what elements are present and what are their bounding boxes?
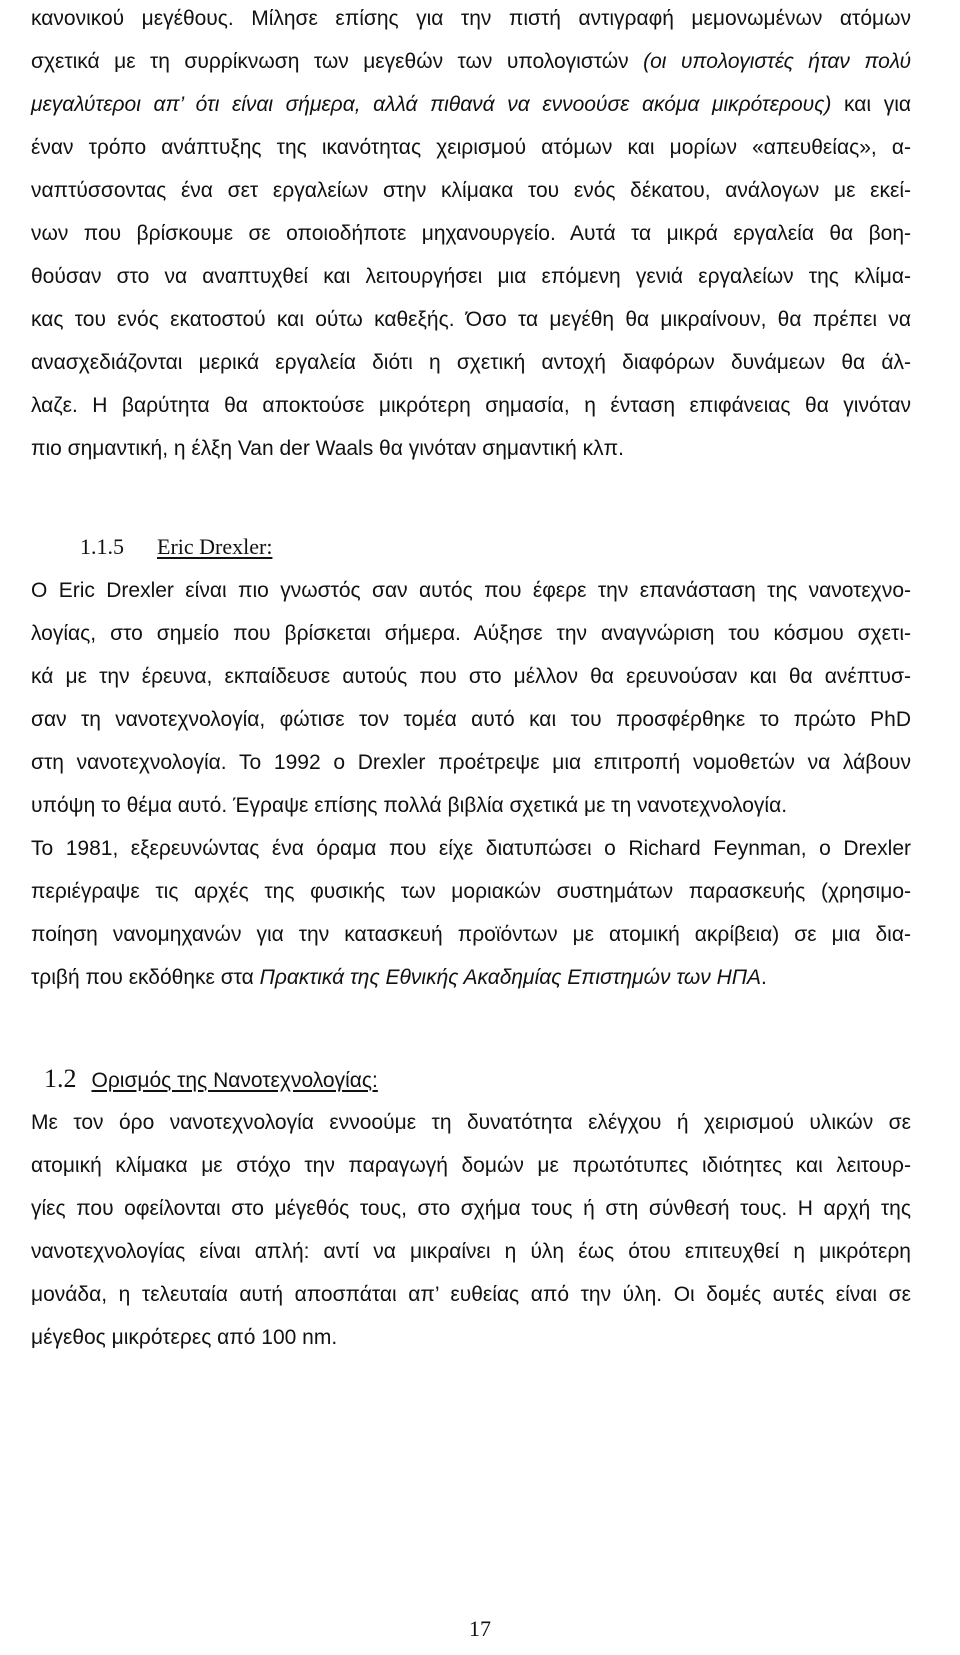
text-line: έναν τρόπο ανάπτυξης της ικανότητας χειρισμού ατόμων και μορίων «απευθείας», α- <box>31 136 911 159</box>
text-line: σαν τη νανοτεχνολογία, φώτισε τον τομέα αυτό και του προσφέρθηκε το πρώτο PhD <box>31 708 911 731</box>
text-line: υπόψη το θέμα αυτό. Έγραψε επίσης πολλά βιβλία σχετικά με τη νανοτεχνολογία. <box>31 794 788 817</box>
text-line: ατομική κλίμακα με στόχο την παραγωγή δομών με πρωτότυπες ιδιότητες και λειτουρ- <box>31 1154 911 1177</box>
text-line: λογίας, στο σημείο που βρίσκεται σήμερα. Αύξησε την αναγνώριση του κόσμου σχετι- <box>31 622 911 645</box>
text-line: κανονικού μεγέθους. Μίλησε επίσης για την πιστή αντιγραφή μεμονωμένων ατόμων <box>31 7 911 30</box>
page-number: 17 <box>469 1616 491 1641</box>
text-line: ανασχεδιάζονται μερικά εργαλεία διότι η σχετική αντοχή διαφόρων δυνάμεων θα άλ- <box>31 351 911 374</box>
text-line: μονάδα, η τελευταία αυτή αποσπάται απ’ ευθείας από την ύλη. Οι δομές αυτές είναι σε <box>31 1283 911 1306</box>
text-fragment: τριβή που εκδόθηκε στα <box>31 966 260 989</box>
text-line <box>31 963 911 993</box>
text-line: νων που βρίσκουμε σε οποιοδήποτε μηχανουργείο. Αυτά τα μικρά εργαλεία θα βοη- <box>31 222 911 245</box>
text-line: πιο σημαντική, η έλξη Van der Waals θα γινόταν σημαντική κλπ. <box>31 437 624 460</box>
text-fragment: . <box>761 966 767 989</box>
text-line: μέγεθος μικρότερες από 100 nm. <box>31 1326 338 1349</box>
text-line: μεγαλύτεροι απ’ ότι είναι σήμερα, αλλά πιθανά να εννοούσε ακόμα μικρότερους) και για <box>31 93 911 116</box>
section-number: 1.2 <box>44 1064 77 1093</box>
section-title: Eric Drexler: <box>157 534 273 559</box>
text-line: Με τον όρο νανοτεχνολογία εννοούμε τη δυνατότητα ελέγχου ή χειρισμού υλικών σε <box>31 1111 911 1134</box>
text-line: στη νανοτεχνολογία. Το 1992 ο Drexler προέτρεψε μια επιτροπή νομοθετών να λάβουν <box>31 751 911 774</box>
text-line: περιέγραψε τις αρχές της φυσικής των μοριακών συστημάτων παρασκευής (χρησιμο- <box>31 880 911 903</box>
section-title: Ορισμός της Νανοτεχνολογίας: <box>91 1069 378 1092</box>
text-line: λαζε. Η βαρύτητα θα αποκτούσε μικρότερη σημασία, η ένταση επιφάνειας θα γινόταν <box>31 394 911 417</box>
section-number: 1.1.5 <box>80 534 124 559</box>
text-line: γίες που οφείλονται στο μέγεθός τους, στο σχήμα τους ή στη σύνθεσή τους. Η αρχή της <box>31 1197 911 1220</box>
text-line: σχετικά με τη συρρίκνωση των μεγεθών των υπολογιστών (οι υπολογιστές ήταν πολύ <box>31 50 911 73</box>
text-line: κας του ενός εκατοστού και ούτω καθεξής. Όσο τα μεγέθη θα μικραίνουν, θα πρέπει να <box>31 308 911 331</box>
section-heading-1-1-5 <box>80 532 272 562</box>
text-line: ναπτύσσοντας ένα σετ εργαλείων στην κλίμακα του ενός δέκατου, ανάλογων με εκεί- <box>31 179 911 202</box>
text-line: Ο Eric Drexler είναι πιο γνωστός σαν αυτός που έφερε την επανάσταση της νανοτεχνο- <box>31 579 911 602</box>
journal-title: Πρακτικά της Εθνικής Ακαδημίας Επιστημών των ΗΠΑ <box>259 966 762 989</box>
text-line: νανοτεχνολογίας είναι απλή: αντί να μικραίνει η ύλη έως ότου επιτευχθεί η μικρότερη <box>31 1240 911 1263</box>
section-heading-1-2 <box>44 1064 378 1096</box>
text-line: κά με την έρευνα, εκπαίδευσε αυτούς που στο μέλλον θα ερευνούσαν και θα ανέπτυσ- <box>31 665 911 688</box>
text-line: θούσαν στο να αναπτυχθεί και λειτουργήσει μια επόμενη γενιά εργαλείων της κλίμα- <box>31 265 911 288</box>
text-line: ποίηση νανομηχανών για την κατασκευή προϊόντων με ατομική ακρίβεια) σε μια δια- <box>31 923 911 946</box>
text-line: Το 1981, εξερευνώντας ένα όραμα που είχε διατυπώσει ο Richard Feynman, ο Drexler <box>31 837 911 860</box>
